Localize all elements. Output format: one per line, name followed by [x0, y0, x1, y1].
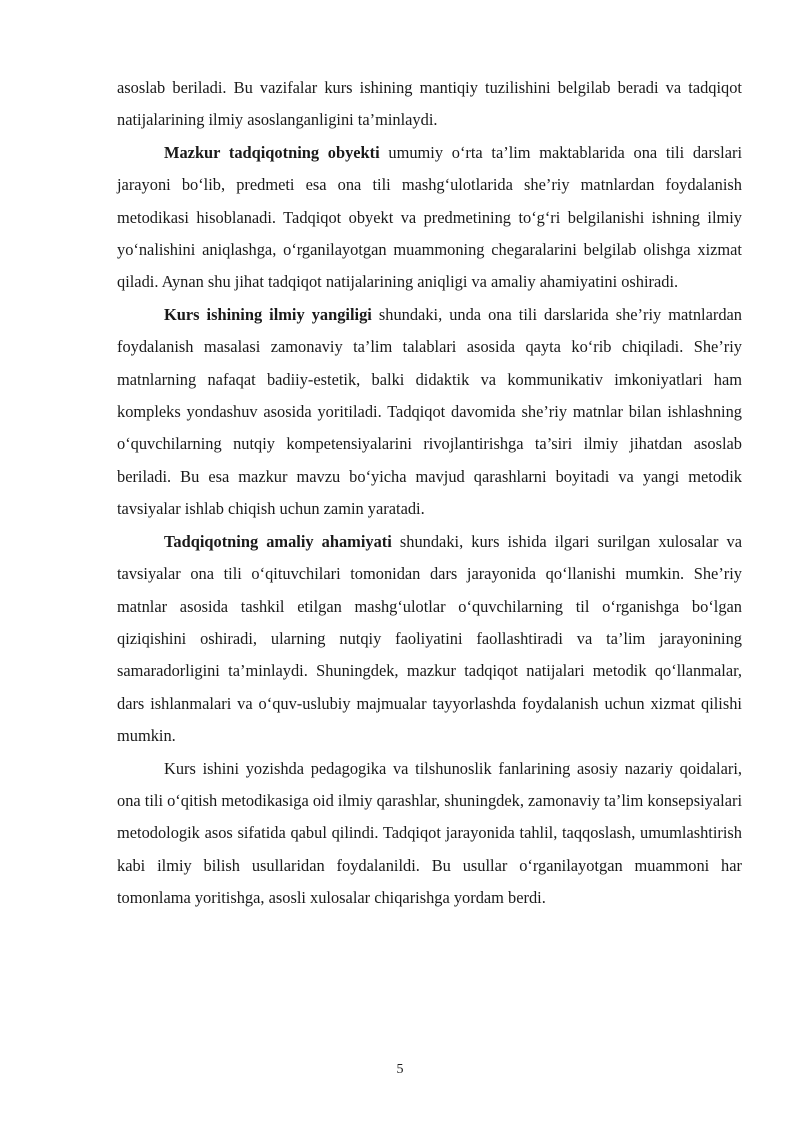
paragraph-scientific-novelty	[117, 299, 742, 526]
paragraph-lead-bold: Mazkur tadqiqotning obyekti	[164, 142, 380, 162]
page-number: 5	[396, 1062, 404, 1077]
page-body	[117, 72, 742, 915]
paragraph-text: shundaki, kurs ishida ilgari surilgan xulosalar va tavsiyalar ona tili o‘qituvchilari tomonidan dars jarayonida qo‘llanishi mumkin. She’riy matnlar asosida tashkil etilgan mashg‘ulotlar o‘quvchilarning til o‘rganishga bo‘lgan qiziqishini oshiradi, ularning nutqiy faoliyatini faollashtiradi va ta’lim jarayonining samaradorligini ta’minlaydi. Shuningdek, mazkur tadqiqot natijalari metodik qo‘llanmalar, dars ishlanmalari va o‘quv-uslubiy majmualar tayyorlashda foydalanish uchun xizmat qilishi mumkin.	[117, 531, 742, 746]
paragraph-continuation	[117, 72, 742, 137]
paragraph-research-object	[117, 137, 742, 299]
paragraph-lead-bold: Kurs ishining ilmiy yangiligi	[164, 304, 372, 324]
paragraph-text: umumiy o‘rta ta’lim maktablarida ona tili darslari jarayoni bo‘lib, predmeti esa ona tili mashg‘ulotlarida she’riy matnlardan foydalanish metodikasi hisoblanadi. Tadqiqot obyekt va predmetining to‘g‘ri belgilanishi ishning ilmiy yo‘nalishini aniqlashga, o‘rganilayotgan muammoning chegaralarini belgilab olishga xizmat qiladi. Aynan shu jihat tadqiqot natijalarining aniqligi va amaliy ahamiyatini oshiradi.	[117, 142, 742, 292]
paragraph-practical-significance	[117, 526, 742, 753]
paragraph-lead-bold: Tadqiqotning amaliy ahamiyati	[164, 531, 392, 551]
paragraph-methodology	[117, 753, 742, 915]
paragraph-text: shundaki, unda ona tili darslarida she’riy matnlardan foydalanish masalasi zamonaviy ta’lim talablari asosida qayta ko‘rib chiqiladi. She’riy matnlarning nafaqat badiiy-estetik, balki didaktik va kommunikativ imkoniyatlari ham kompleks yondashuv asosida yoritiladi. Tadqiqot davomida she’riy matnlar bilan ishlashning o‘quvchilarning nutqiy kompetensiyalarini rivojlantirishga ta’siri ilmiy jihatdan asoslab beriladi. Bu esa mazkur mavzu bo‘yicha mavjud qarashlarni boyitadi va yangi metodik tavsiyalar ishlab chiqish uchun zamin yaratadi.	[117, 304, 742, 519]
paragraph-text: asoslab beriladi. Bu vazifalar kurs ishining mantiqiy tuzilishini belgilab beradi va tadqiqot natijalarining ilmiy asoslanganligini ta’minlaydi.	[117, 78, 742, 130]
paragraph-text: Kurs ishini yozishda pedagogika va tilshunoslik fanlarining asosiy nazariy qoidalari, ona tili o‘qitish metodikasiga oid ilmiy qarashlar, shuningdek, zamonaviy ta’lim konsepsiyalari metodologik asos sifatida qabul qilindi. Tadqiqot jarayonida tahlil, taqqoslash, umumlashtirish kabi ilmiy bilish usullaridan foydalanildi. Bu usullar o‘rganilayotgan muammoni har tomonlama yoritishga, asosli xulosalar chiqarishga yordam berdi.	[117, 758, 742, 908]
